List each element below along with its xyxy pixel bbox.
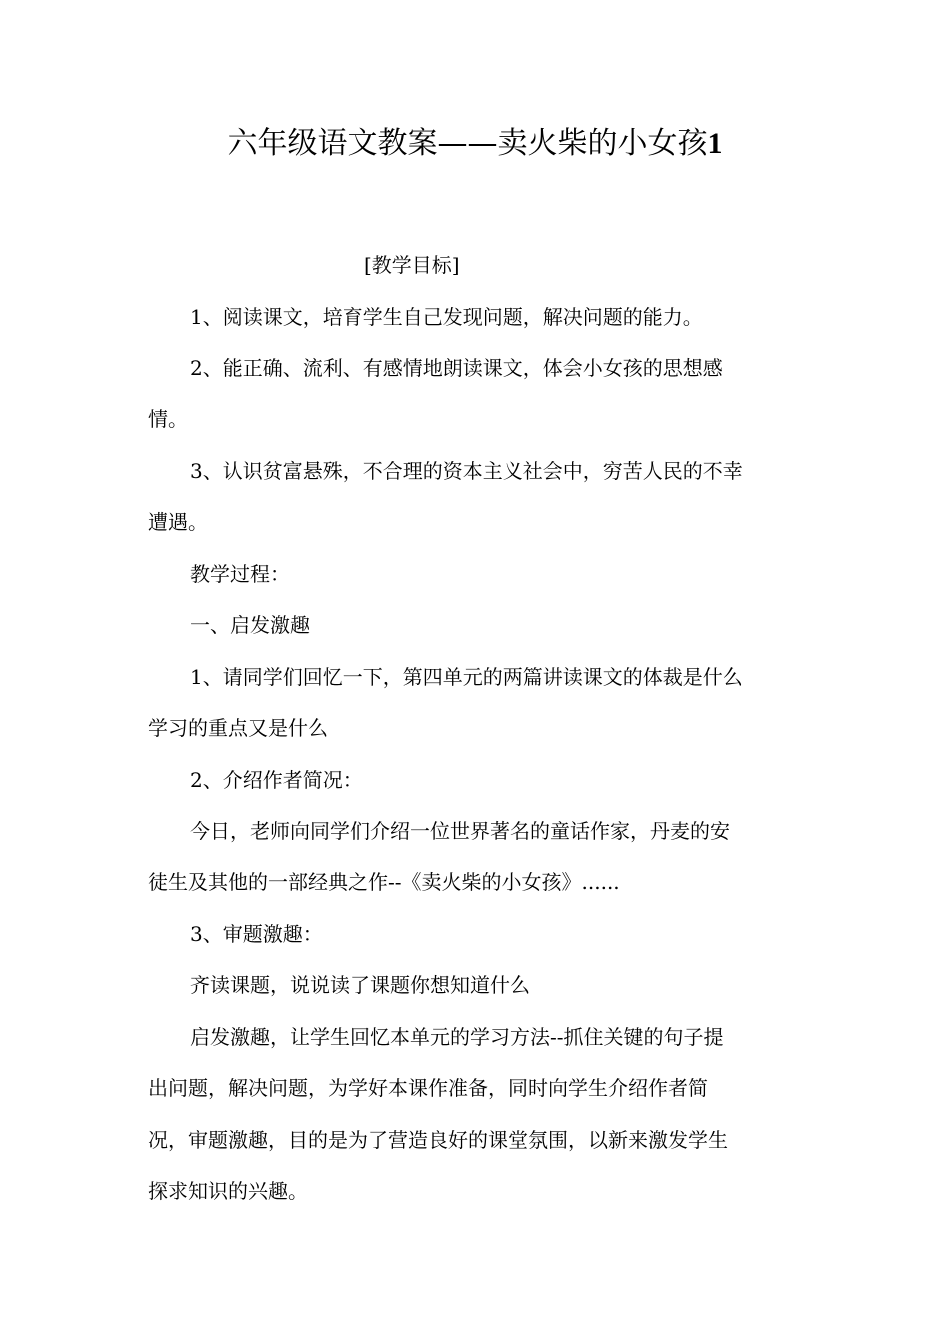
goal-3-line-2: 遭遇。 <box>148 510 208 534</box>
step-3: 3、审题激趣： <box>190 922 323 946</box>
step-1-line-2: 学习的重点又是什么 <box>148 716 328 740</box>
part-1-heading: 一、启发激趣 <box>190 613 310 637</box>
summary-line-1: 启发激趣，让学生回忆本单元的学习方法--抓住关键的句子提 <box>190 1025 724 1049</box>
process-heading: 教学过程： <box>190 562 290 586</box>
summary-line-3: 况，审题激趣，目的是为了营造良好的课堂氛围，以新来激发学生 <box>148 1128 728 1152</box>
goal-2-line-1: 2、能正确、流利、有感情地朗读课文，体会小女孩的思想感 <box>190 356 723 380</box>
title-number: 1 <box>707 127 723 160</box>
document-title <box>0 122 950 166</box>
summary-line-4: 探求知识的兴趣。 <box>148 1179 308 1203</box>
summary-line-2: 出问题，解决问题，为学好本课作准备，同时向学生介绍作者简 <box>148 1076 708 1100</box>
intro-line-1: 今日，老师向同学们介绍一位世界著名的童话作家，丹麦的安 <box>190 819 730 843</box>
read-title: 齐读课题，说说读了课题你想知道什么 <box>190 973 530 997</box>
goal-1: 1、阅读课文，培育学生自己发现问题，解决问题的能力。 <box>190 305 703 329</box>
title-text: 六年级语文教案——卖火柴的小女孩 <box>227 126 708 161</box>
step-2: 2、介绍作者简况： <box>190 768 363 792</box>
step-1-line-1: 1、请同学们回忆一下，第四单元的两篇讲读课文的体裁是什么 <box>190 665 743 689</box>
goal-3-line-1: 3、认识贫富悬殊，不合理的资本主义社会中，穷苦人民的不幸 <box>190 459 743 483</box>
section-heading: [教学目标] <box>364 253 460 277</box>
goal-2-line-2: 情。 <box>148 407 188 431</box>
intro-line-2: 徒生及其他的一部经典之作--《卖火柴的小女孩》...... <box>148 870 620 894</box>
